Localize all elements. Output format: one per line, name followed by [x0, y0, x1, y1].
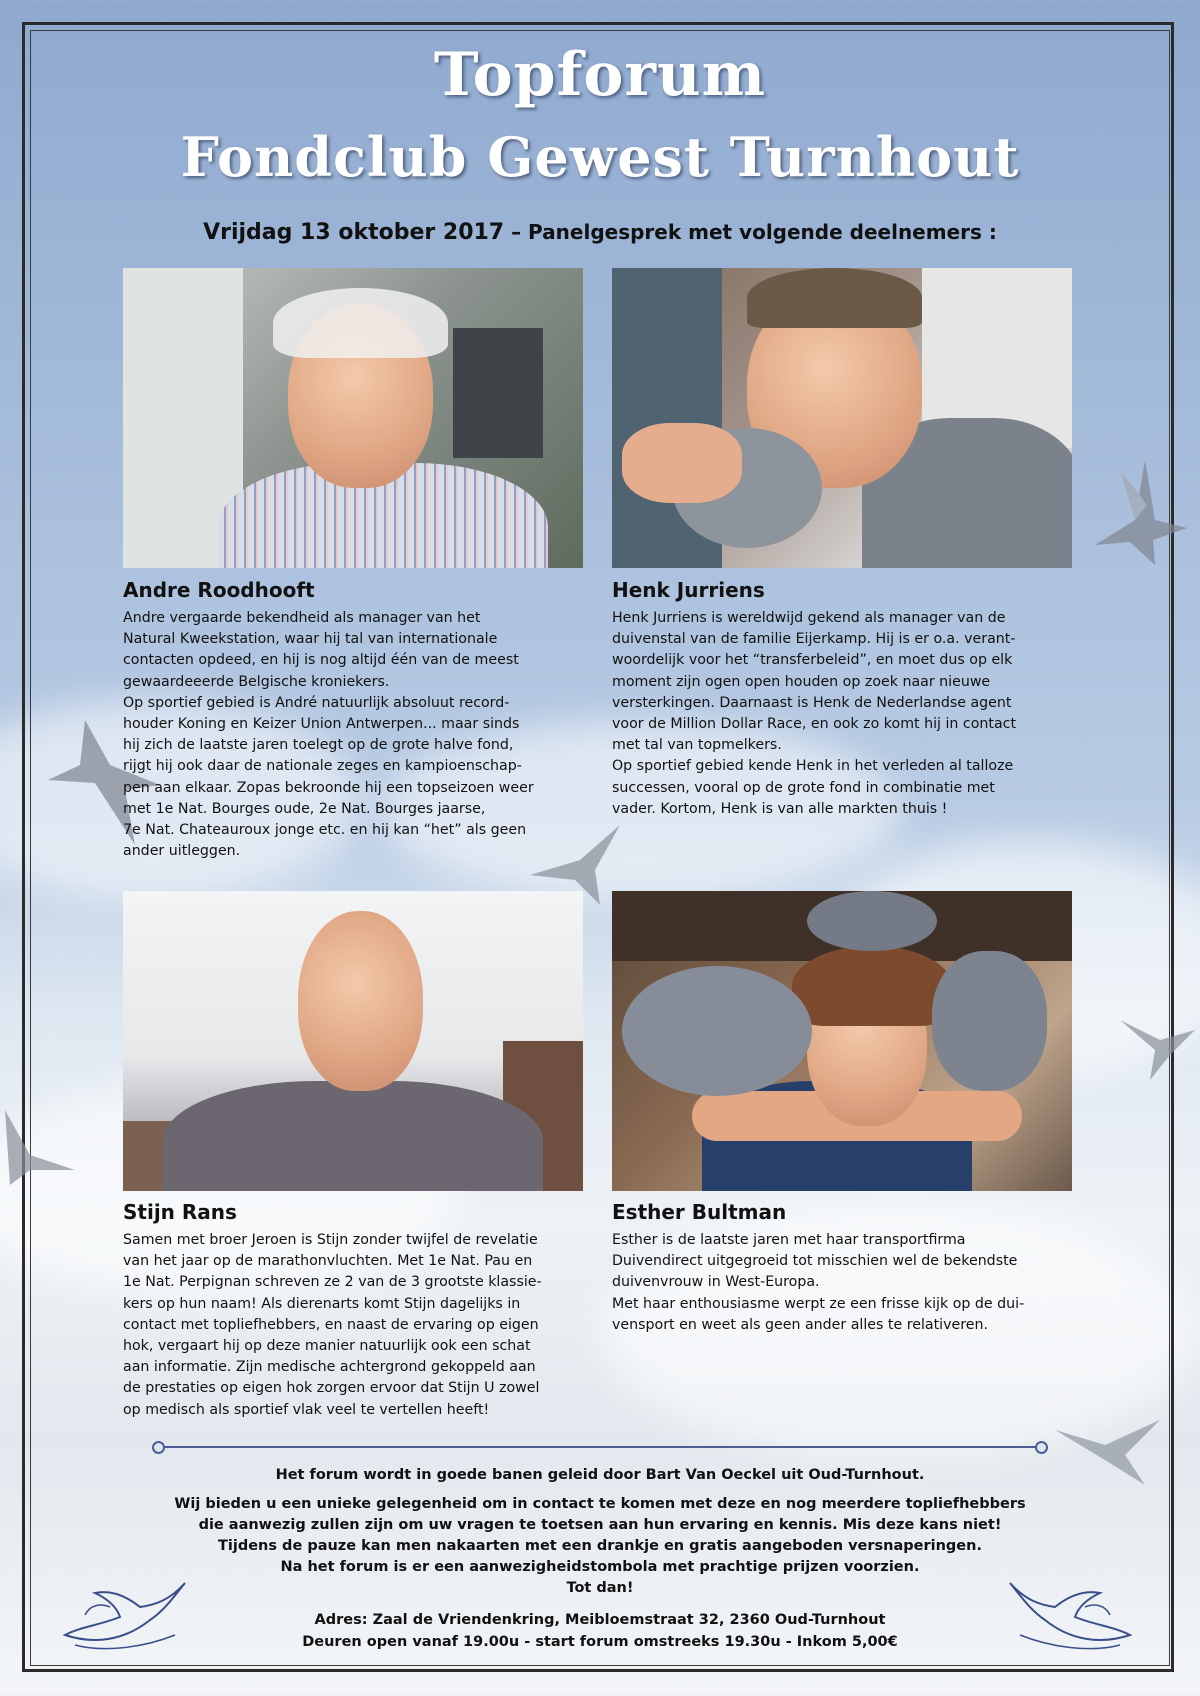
bio-line: de prestaties op eigen hok zorgen ervoor dat Stijn U zowel — [123, 1380, 540, 1397]
address-label: Adres: — [314, 1612, 368, 1628]
invite-line: Na het forum is er een aanwezigheidstombola met prachtige prijzen voorzien. — [280, 1559, 920, 1575]
bio-line: moment zijn ogen open houden op zoek naar nieuwe — [612, 673, 991, 690]
bio-line: Samen met broer Jeroen is Stijn zonder twijfel de revelatie — [123, 1232, 538, 1248]
bio-line: rijgt hij ook daar de nationale zeges en kampioenschap- — [123, 758, 522, 775]
invite-line: Tot dan! — [566, 1580, 634, 1596]
pigeon-icon — [1110, 1000, 1200, 1090]
bio-line: Natural Kweekstation, waar hij tal van internationale — [123, 631, 498, 648]
section-divider — [158, 1446, 1040, 1448]
photo-andre-roodhooft — [123, 268, 583, 568]
bio-line: duivenvrouw in West-Europa. — [612, 1274, 820, 1291]
panelist-bio — [612, 1230, 1077, 1336]
bio-line: met tal van topmelkers. — [612, 737, 782, 754]
invite-line: die aanwezig zullen zijn om uw vragen te toetsen aan hun ervaring en kennis. Mis deze kans niet! — [198, 1517, 1002, 1533]
pigeon-icon — [0, 1100, 80, 1190]
panelist-name: Andre Roodhooft — [123, 578, 315, 602]
panelist-bio — [612, 608, 1077, 820]
bio-line: Henk Jurriens is wereldwijd gekend als manager van de — [612, 610, 1006, 626]
subtitle-text: – Panelgesprek met volgende deelnemers : — [504, 220, 997, 244]
bio-line: houder Koning en Keizer Union Antwerpen... maar sinds — [123, 716, 520, 733]
divider-dot — [1035, 1441, 1048, 1454]
bio-line: met 1e Nat. Bourges oude, 2e Nat. Bourges jaarse, — [123, 800, 486, 817]
bio-line: 7e Nat. Chateauroux jonge etc. en hij kan “het” als geen — [123, 822, 527, 839]
bio-line: Esther is de laatste jaren met haar transportfirma — [612, 1232, 966, 1248]
bio-line: vensport en weet als geen ander alles te relativeren. — [612, 1316, 989, 1333]
bio-line: Op sportief gebied is André natuurlijk absoluut record- — [123, 694, 510, 711]
bio-line: vader. Kortom, Henk is van alle markten thuis ! — [612, 800, 948, 817]
title-line-1: Topforum — [433, 40, 767, 110]
photo-henk-jurriens — [612, 268, 1072, 568]
bio-line: pen aan elkaar. Zopas bekroonde hij een topseizoen weer — [123, 779, 534, 796]
bio-line: Met haar enthousiasme werpt ze een frisse kijk op de dui- — [612, 1295, 1025, 1312]
photo-stijn-rans — [123, 891, 583, 1191]
moderator-text: Het forum wordt in goede banen geleid door Bart Van Oeckel uit Oud-Turnhout. — [275, 1467, 925, 1483]
bio-line: versterkingen. Daarnaast is Henk de Nederlandse agent — [612, 694, 1012, 711]
bio-line: contact met topliefhebbers, en naast de ervaring op eigen — [123, 1316, 539, 1333]
title-line-2: Fondclub Gewest Turnhout — [180, 125, 1020, 189]
bio-line: Andre vergaarde bekendheid als manager van het — [123, 610, 481, 626]
bio-line: 1e Nat. Perpignan schreven ze 2 van de 3 grootste klassie- — [123, 1274, 542, 1291]
bio-line: voor de Million Dollar Race, en ook zo komt hij in contact — [612, 716, 1017, 733]
bio-line: ander uitleggen. — [123, 843, 241, 860]
bio-line: successen, vooral op de grote fond in combinatie met — [612, 779, 995, 796]
bio-line: duivenstal van de familie Eijerkamp. Hij is er o.a. verant- — [612, 631, 1016, 648]
swallow-ornament-icon — [55, 1575, 195, 1655]
bio-line: hok, vergaart hij op deze manier natuurlijk ook een schat — [123, 1338, 531, 1355]
bio-line: Duivendirect uitgegroeid tot misschien wel de bekendste — [612, 1253, 1018, 1270]
panelist-name: Stijn Rans — [123, 1200, 237, 1224]
swallow-ornament-icon — [1000, 1575, 1140, 1655]
bio-line: op medisch als sportief vlak veel te vertellen heeft! — [123, 1401, 490, 1418]
panelist-name: Henk Jurriens — [612, 578, 765, 602]
bio-line: woordelijk voor het “transferbeleid”, en moet dus op elk — [612, 652, 1013, 669]
bio-line: hij zich de laatste jaren toelegt op de grote halve fond, — [123, 737, 514, 754]
event-subtitle — [0, 220, 1200, 245]
bio-line: kers op hun naam! Als dierenarts komt Stijn dagelijks in — [123, 1295, 521, 1312]
invite-line: Tijdens de pauze kan men nakaarten met een drankje en gratis aangeboden versnaperingen. — [218, 1538, 982, 1554]
panelist-bio — [123, 1230, 588, 1421]
event-date: Vrijdag 13 oktober 2017 — [203, 220, 505, 245]
bio-line: contacten opdeed, en hij is nog altijd één van de meest — [123, 652, 519, 669]
bio-line: van het jaar op de marathonvluchten. Met 1e Nat. Pau en — [123, 1253, 533, 1270]
bio-line: Op sportief gebied kende Henk in het verleden al talloze — [612, 758, 1014, 775]
bio-line: aan informatie. Zijn medische achtergrond gekoppeld aan — [123, 1359, 536, 1376]
bio-line: gewaardeeerde Belgische kroniekers. — [123, 673, 390, 690]
invite-line: Wij bieden u een unieke gelegenheid om in contact te komen met deze en nog meerdere topliefhebbers — [174, 1496, 1026, 1512]
photo-esther-bultman — [612, 891, 1072, 1191]
pigeon-icon — [1075, 450, 1195, 580]
address-value: Zaal de Vriendenkring, Meibloemstraat 32, 2360 Oud-Turnhout — [367, 1612, 886, 1628]
panelist-bio — [123, 608, 588, 862]
panelist-name: Esther Bultman — [612, 1200, 787, 1224]
divider-dot — [152, 1441, 165, 1454]
doors-text: Deuren open vanaf 19.00u - start forum omstreeks 19.30u - Inkom 5,00€ — [302, 1634, 898, 1650]
